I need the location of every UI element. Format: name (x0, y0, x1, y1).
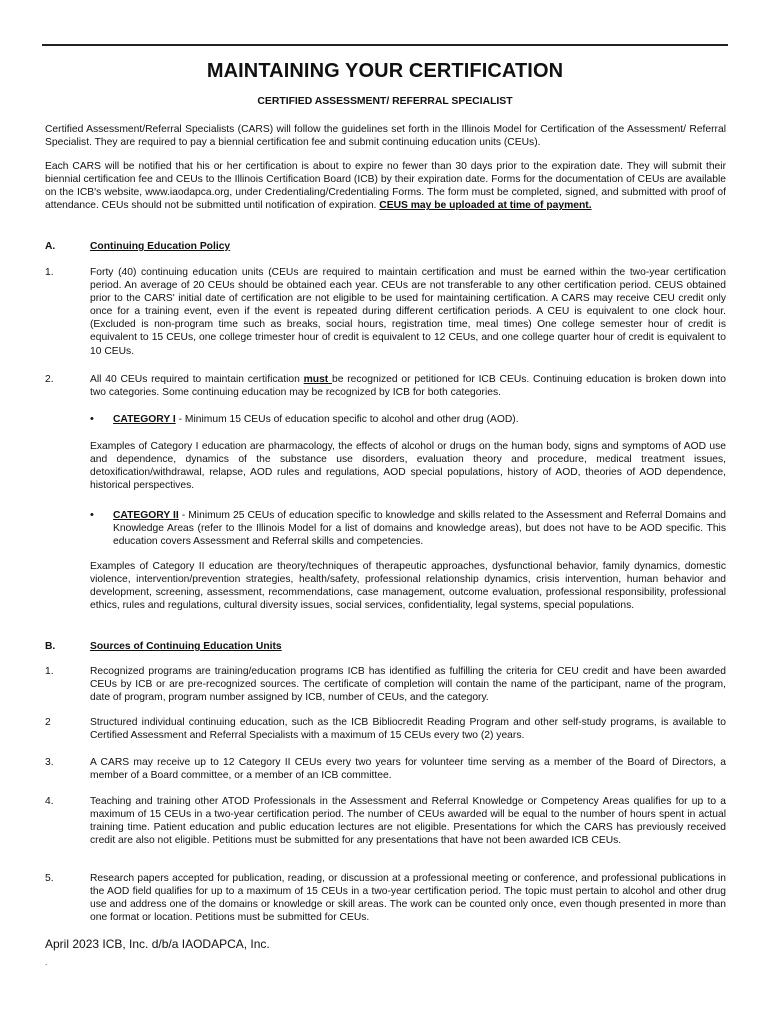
item-b3-number: 3. (45, 757, 54, 768)
upload-notice: CEUS may be uploaded at time of payment. (379, 200, 592, 212)
item-b4-text: Teaching and training other ATOD Professionals in the Assessment and Referral Knowledge or Competency Areas qualifies for up to a maximum of 15 CEUs in a two-year certification period. The number of CEUs awarded will be equal to the number of hours spent in actual training time. Patient education and public education lectures are not eligible. Presentations for which the CARS has previously received credit are also not eligible. Petitions must be submitted for any presentations that have not been awarded ICB CEUs. (90, 796, 726, 847)
intro-text: Each CARS will be notified that his or her certification is about to expire no fewer than 30 days prior to the expiration date. They will submit their biennial certification fee and CEUs to the Illinois Certification Board (ICB) by their expiration date. Forms for the documentation of CEUs are available on the ICB's website, www.iaodapca.org, under Credentialing/Credentialing Forms. The form must be completed, signed, and submitted with proof of attendance. CEUs should not be submitted until notification of expiration. (45, 161, 726, 212)
category-2-text: - Minimum 25 CEUs of education specific to knowledge and skills related to the Assessment and Referral Domains and Knowledge Areas (refer to the Illinois Model for a list of domains and knowledge areas), but does not have to be AOD specific. This education covers Assessment and Referral skills and competencies. (113, 510, 726, 548)
item-a2-after: be recognized or petitioned for ICB CEUs. Continuing education is broken down into two categories. Some continuing education may be recognized by ICB for both categories. (90, 374, 726, 399)
page-title: MAINTAINING YOUR CERTIFICATION (206, 60, 564, 82)
must-emphasis: must (303, 374, 333, 385)
page-subtitle: CERTIFIED ASSESSMENT/ REFERRAL SPECIALIST (257, 96, 513, 107)
section-b-heading: Sources of Continuing Education Units (90, 641, 282, 652)
category-2-examples: Examples of Category II education are theory/techniques of therapeutic approaches, dysfunctional behavior, family dynamics, domestic violence, intervention/prevention strategies, health/safety, professional relationship dynamics, crisis intervention, human behavior and development, screening, assessment, recommendations, case management, outcome evaluation, professional responsibility, professional ethics, rules and regulations, cultural diversity issues, social services, confidentiality, legal systems, special populations. (90, 561, 726, 612)
section-a-letter: A. (45, 241, 56, 252)
section-b-letter: B. (45, 641, 56, 652)
category-2-bullet: • (90, 509, 94, 521)
item-b1-text: Recognized programs are training/education programs ICB has identified as fulfilling the criteria for CEU credit and have been awarded CEUs by ICB or are pre-recognized sources. The certificate of completion will contain the name of the participant, name of the program, date of program, program number assigned by ICB, number of CEUs, and the category. (90, 666, 726, 704)
page-footer: April 2023 ICB, Inc. d/b/a IAODAPCA, Inc. (45, 937, 270, 951)
item-b1-number: 1. (45, 666, 54, 677)
item-b5-number: 5. (45, 873, 54, 884)
top-rule (42, 44, 728, 46)
intro-paragraph-2 (45, 160, 726, 212)
footer-dot: . (45, 958, 48, 967)
category-1-bullet: • (90, 413, 94, 425)
category-1-examples: Examples of Category I education are pharmacology, the effects of alcohol or drugs on the human body, signs and symptoms of AOD use and dependence, dynamics of the substance use disorders, evaluation theory and procedure, medical treatment issues, detoxification/withdrawal, relapse, AOD rules and regulations, AOD special populations, history of AOD, theories of AOD dependence, historical perspectives. (90, 441, 726, 492)
category-1-item (113, 413, 726, 426)
item-b4-number: 4. (45, 796, 54, 807)
category-2-item (113, 509, 726, 548)
intro-paragraph-1: Certified Assessment/Referral Specialists (CARS) will follow the guidelines set forth in the Illinois Model for Certification of the Assessment/ Referral Specialist. They are required to pay a biennial certification fee and submit continuing education units (CEUs). (45, 124, 726, 149)
item-b5-text: Research papers accepted for publication, reading, or discussion at a professional meeting or conference, and professional publications in the AOD field qualifies for up to a maximum of 15 CEUs in a two-year certification period. The topic must pertain to alcohol and other drug use and address one of the domains or knowledge or skill areas. The work can be counted only once, even though presented in more than one format or location. Petitions must be submitted for CEUs. (90, 873, 726, 924)
item-b2-number: 2 (45, 717, 51, 728)
item-a2-number: 2. (45, 374, 54, 385)
section-a-heading: Continuing Education Policy (90, 241, 231, 252)
item-b2-text: Structured individual continuing education, such as the ICB Bibliocredit Reading Program and other self-study programs, is available to Certified Assessment and Referral Specialists with a maximum of 15 CEUs every two (2) years. (90, 717, 726, 742)
category-1-label: CATEGORY I (113, 414, 176, 425)
category-2-label: CATEGORY II (113, 510, 179, 521)
item-b3-text: A CARS may receive up to 12 Category II CEUs every two years for volunteer time serving as a member of the Board of Directors, a member of a Board committee, or a member of an ICB committee. (90, 757, 726, 782)
item-a1-text: Forty (40) continuing education units (CEUs are required to maintain certification and must be earned within the two-year certification period. An average of 20 CEUs should be obtained each year. CEUs are not transferable to any other certification period. CEUS obtained prior to the CARS' initial date of certification are not eligible to be used for maintaining certification. A CARS may receive CEU credit only once for a training event, even if the event is repeated during different certification periods. A CEU is equivalent to one clock hour. (Excluded is non-program time such as breaks, social hours, registration time, meal times) One college semester hour of credit is equivalent to 15 CEUs, one college trimester hour of credit is equivalent to 12 CEUs, and one college quarter hour of credit is equivalent to 10 CEUs. (90, 267, 726, 357)
item-a1-number: 1. (45, 267, 54, 278)
item-a2-text (90, 373, 726, 399)
category-1-text: - Minimum 15 CEUs of education specific to alcohol and other drug (AOD). (175, 414, 519, 425)
item-a2-before: All 40 CEUs required to maintain certification (90, 374, 304, 385)
